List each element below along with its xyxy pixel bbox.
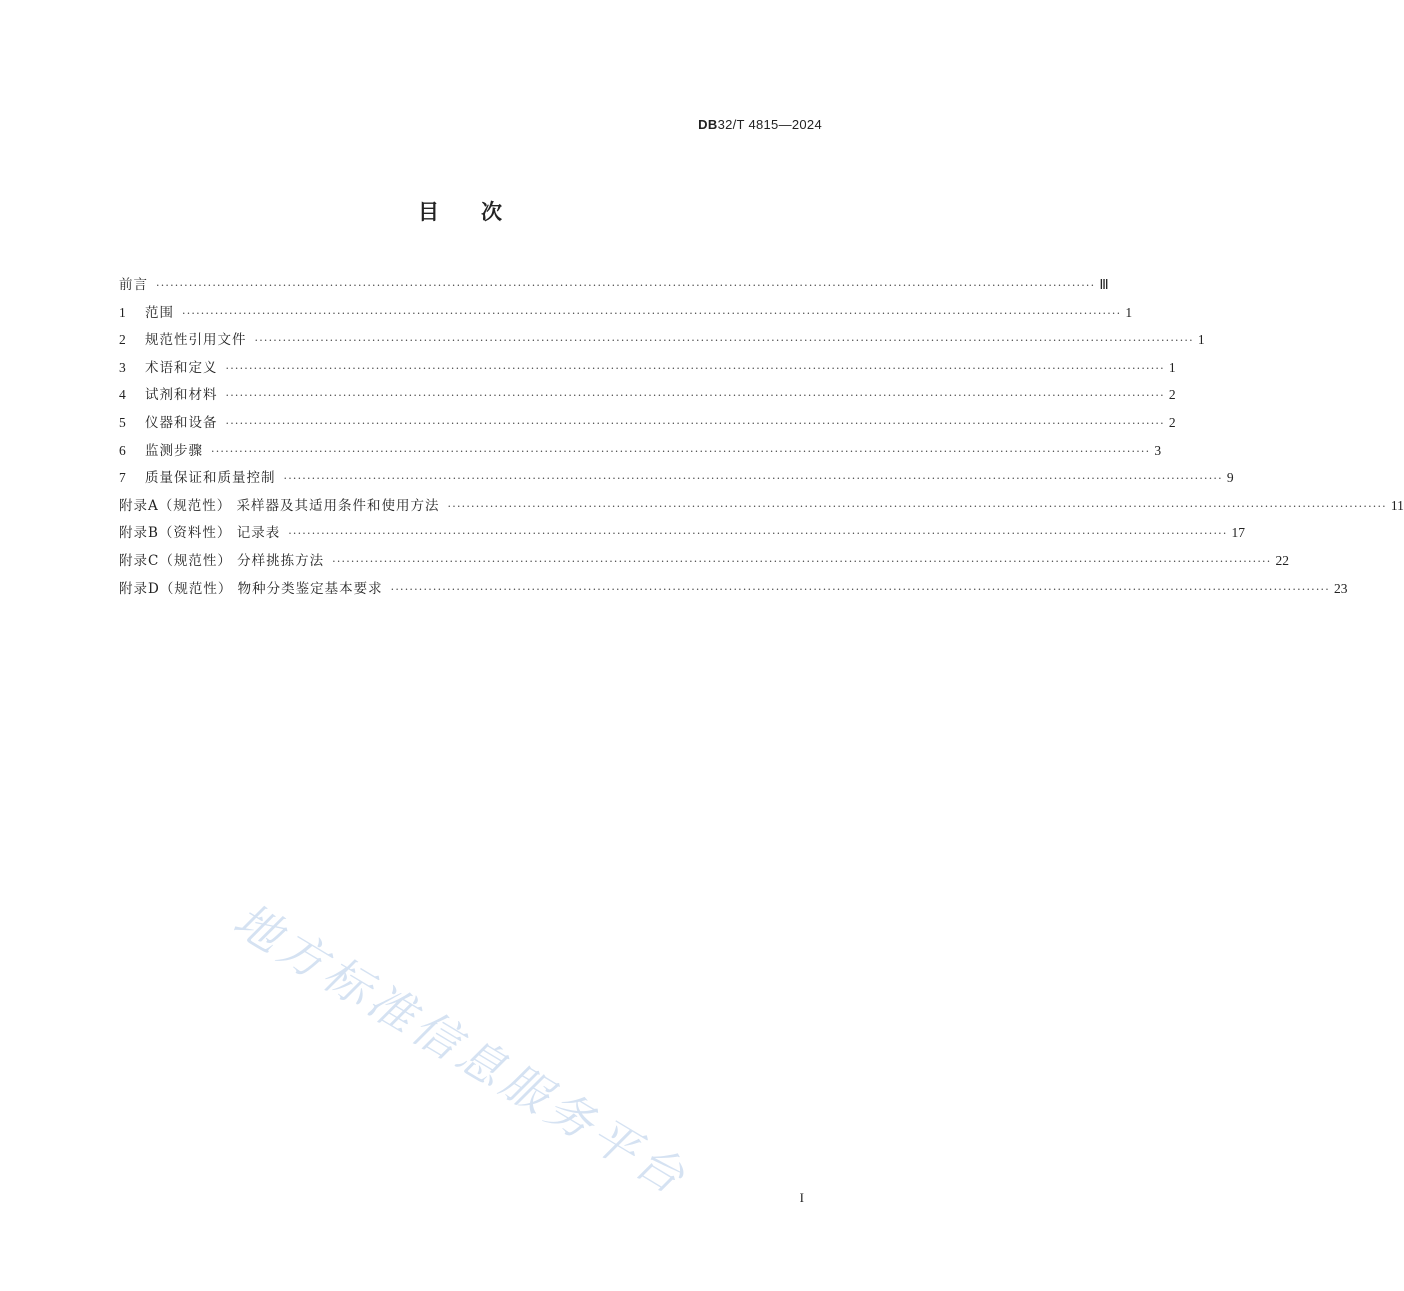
page-title: 目次	[418, 200, 544, 224]
toc-entry-page: 23	[1333, 580, 1348, 596]
toc-entry-page: 22	[1275, 552, 1289, 568]
toc-entry-page: 9	[1226, 470, 1234, 486]
toc-entry-page: Ⅲ	[1099, 277, 1109, 292]
toc-dot-leader: ········································································································································································································	[332, 554, 1272, 568]
toc-entry-annex[interactable]	[119, 575, 1348, 603]
standard-code	[698, 117, 822, 132]
toc-entry-page: 1	[1125, 304, 1133, 320]
toc-dot-leader: ········································································································································································································	[225, 361, 1165, 375]
standard-code-prefix: DB	[698, 117, 718, 132]
toc-entry-number: 1	[119, 304, 126, 320]
toc-dot-leader: ········································································································································································································	[211, 444, 1151, 458]
toc-entry-number: 6	[119, 442, 126, 458]
toc-entry[interactable]	[119, 326, 1205, 354]
toc-entry-number: 5	[119, 414, 126, 430]
toc-entry-page: 17	[1231, 525, 1246, 541]
toc-entry-label: 附录C（规范性） 分样挑拣方法	[119, 552, 325, 569]
toc-entry[interactable]	[119, 381, 1176, 409]
toc-entry-label: 附录A（规范性） 采样器及其适用条件和使用方法	[119, 497, 440, 514]
toc-dot-leader: ········································································································································································································	[283, 472, 1223, 486]
toc-dot-leader: ········································································································································································································	[447, 499, 1387, 513]
toc-entry-label: 附录D（规范性） 物种分类鉴定基本要求	[119, 580, 383, 597]
toc-entry-annex[interactable]	[119, 492, 1404, 520]
toc-dot-leader: ········································································································································································································	[225, 416, 1165, 430]
toc-entry-page: 2	[1168, 414, 1176, 430]
watermark-text: 地方标准信息服务平台	[224, 892, 699, 1207]
toc-entry[interactable]	[119, 409, 1176, 437]
toc-entry-annex[interactable]	[119, 547, 1289, 575]
toc-entry[interactable]	[119, 354, 1176, 382]
toc-entry-number: 3	[119, 359, 126, 375]
toc-entry-page: 3	[1154, 442, 1162, 458]
toc-entry-label: 监测步骤	[145, 442, 203, 459]
toc-dot-leader: ········································································································································································································	[390, 582, 1330, 596]
toc-dot-leader: ········································································································································································································	[182, 306, 1122, 320]
toc-entry-annex[interactable]	[119, 519, 1246, 547]
toc-dot-leader: ········································································································································································································	[288, 527, 1228, 541]
toc-entry-label: 范围	[145, 304, 174, 321]
toc-dot-leader: ········································································································································································································	[156, 279, 1096, 292]
standard-code-number: 32/T 4815—2024	[717, 117, 822, 132]
toc-entry[interactable]	[119, 464, 1234, 492]
toc-entry-label: 附录B（资料性） 记录表	[119, 525, 281, 542]
toc-entry-label: 试剂和材料	[145, 387, 218, 404]
toc-entry-label: 前言	[119, 277, 148, 293]
toc-entry[interactable]	[119, 437, 1162, 465]
toc-entry-number: 4	[119, 387, 126, 403]
toc-dot-leader: ········································································································································································································	[254, 334, 1194, 348]
toc-entry-label: 质量保证和质量控制	[145, 470, 276, 487]
toc-entry-label: 术语和定义	[145, 359, 218, 376]
toc-entry[interactable]	[119, 271, 1109, 299]
toc-entry-page: 1	[1168, 359, 1176, 375]
toc-entry-label: 规范性引用文件	[145, 332, 247, 349]
toc-entry-number: 7	[119, 470, 126, 486]
toc-entry-page: 1	[1197, 332, 1205, 348]
table-of-contents	[119, 271, 1404, 602]
toc-dot-leader: ········································································································································································································	[225, 389, 1165, 403]
page-number: I	[799, 1190, 804, 1205]
toc-entry-label: 仪器和设备	[145, 414, 218, 431]
toc-entry-page: 2	[1168, 387, 1176, 403]
toc-entry-number: 2	[119, 332, 126, 348]
toc-entry[interactable]	[119, 299, 1133, 327]
toc-entry-page: 11	[1390, 497, 1404, 513]
